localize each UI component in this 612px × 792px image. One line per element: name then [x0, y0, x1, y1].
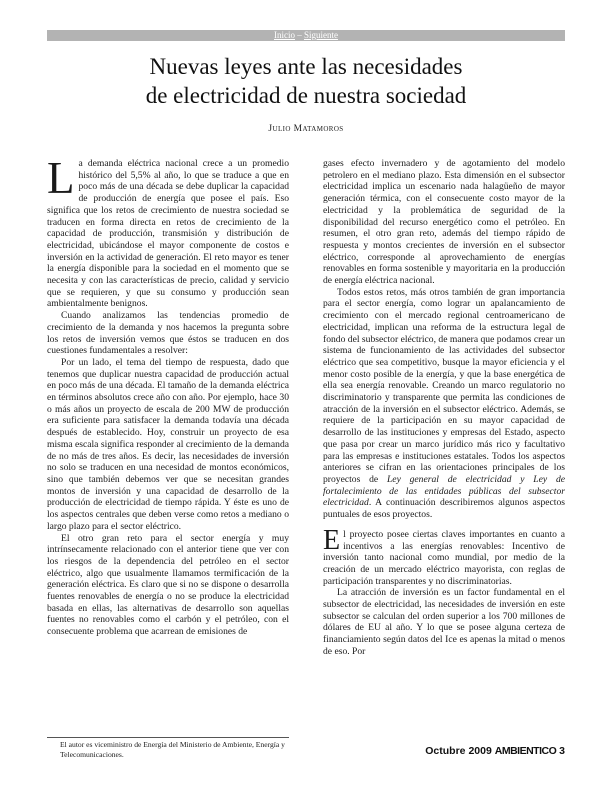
- title-line-2: de electricidad de nuestra sociedad: [145, 83, 467, 108]
- paragraph-text: Todos estos retos, más otros también de gran importancia para el sector energía, como lograr un apalancamiento de crecimiento con el mercado regional centroamericano de electricidad, implican una reforma de la estructura legal de fondo del subsector eléctrico, de manera que podamos crear un sistema de funcionamiento de las actividades del subsector eléctrico que sea competitivo, busque la mayor eficiencia y el menor costo posible de la energía, y que la base energética de ella sea energía renovable. Creando un marco regulatorio no discriminatorio y transparente que permita las condiciones de atracción de la inversión en el subsector eléctrico. Además, se requiere de la participación en su mayor capacidad de desarrollo de las instituciones y empresas del Estado, aspecto que pasa por crear un marco jurídico más rico y facultativo para las empresas e instituciones estatales. Todos los aspectos anteriores se cifran en las orientaciones principales de los proyectos de: [323, 286, 565, 485]
- issue-date: Octubre 2009: [425, 745, 492, 757]
- paragraph-text: . A continuación describiremos algunos aspectos puntuales de esos proyectos.: [323, 497, 565, 521]
- footnote-rule: [47, 737, 289, 738]
- nav-separator: –: [295, 30, 304, 40]
- top-navigation-bar: [47, 30, 565, 41]
- paragraph: [323, 287, 565, 521]
- paragraph: [47, 153, 289, 310]
- paragraph: La atracción de inversión es un factor fundamental en el subsector de electricidad, las necesidades de inversión en este subsector se calculan del orden superior a los 700 millones de dólares de EU al año. Y lo que se posee alguna certeza de financiamiento según datos del Ice es apenas la mitad o menos de eso. Por: [323, 587, 565, 657]
- home-link[interactable]: Inicio: [274, 30, 295, 40]
- page-number: 3: [559, 745, 565, 757]
- paragraph: El otro gran reto para el sector energía y muy intrínsecamente relacionado con el anterior tiene que ver con los riesgos de la dependencia del petróleo en el sector eléctrico, algo que usualmente llamamos termificación de la generación eléctrica. Es claro que si no se dispone o desarrolla fuentes renovables de energía o no se produce la electricidad basada en ellas, las alternativas de desarrollo son aquellas fuentes no renovables como el carbón y el petróleo, con el consecuente problema que acarrean de emisiones de: [47, 532, 289, 638]
- author-footnote: El autor es viceministro de Energía del Ministerio de Ambiente, Energía y Telecomunicaciones.: [60, 740, 285, 759]
- author-name: Julio Matamoros: [268, 124, 344, 134]
- magazine-name: AMBIENTICO: [494, 745, 557, 757]
- paragraph: gases efecto invernadero y de agotamiento del modelo petrolero en el mediano plazo. Esta dimensión en el subsector electricidad implica un escenario nada halagüeño de mayor generación térmica, con el consecuente costo mayor de la electricidad y la problemática de seguridad de la disponibilidad del recurso energético como el petróleo. En resumen, el otro gran reto, además del tiempo rápido de respuesta y montos crecientes de inversión en el subsector eléctrico, corresponde al aprovechamiento de energías renovables en forma sostenible y mayoritaria en la producción de energía eléctrica nacional.: [323, 158, 565, 287]
- right-column: [323, 158, 565, 658]
- page-footer: [425, 745, 565, 757]
- paragraph: [323, 524, 565, 588]
- paragraph: Por un lado, el tema del tiempo de respuesta, dado que tenemos que duplicar nuestra capacidad de producción actual en poco más de una década. El tamaño de la demanda eléctrica en términos absolutos crece año con año. Por ejemplo, hace 30 o más años un proyecto de escala de 200 MW de producción era suficiente para satisfacer la demanda todavía una década después de establecido. Hoy, construir un proyecto de esa misma escala significa responder al crecimiento de la demanda de no más de tres años. Es decir, las necesidades de inversión no solo se traducen en una necesidad de montos económicos, sino que también debemos ver que se necesitan grandes montos de inversión y una capacidad de desarrollo de la producción de electricidad de tiempo rápida. Y éste es uno de los aspectos centrales que deben verse como retos a mediano o largo plazo para el sector eléctrico.: [47, 356, 289, 532]
- title-line-1: Nuevas leyes ante las necesidades: [149, 54, 463, 79]
- drop-cap: E: [323, 524, 341, 556]
- drop-cap: L: [47, 153, 75, 203]
- next-link[interactable]: Siguiente: [304, 30, 338, 40]
- article-title: [60, 52, 552, 110]
- paragraph-text: a demanda eléctrica nacional crece a un promedio histórico del 5,5% al año, lo que se traduce a que en poco más de una década se debe duplicar la capacidad de producción de energía que posee el país. Eso significa que los retos de crecimiento de nuestra sociedad se traducen en forma directa en retos de crecimiento de la capacidad de producción, transmisión y distribución de electricidad, ubicándose el mayor componente de costos e inversión en la actividad de generación. El reto mayor es tener la energía disponible para la sociedad en el momento que se necesita y con las características de precio, calidad y servicio que se requieren, y que su consumo y producción sean ambientalmente benignos.: [47, 158, 289, 310]
- paragraph-text: l proyecto posee ciertas claves importantes en cuanto a incentivos a las energías renovables: Incentivo de inversión tanto nacional como mundial, por medio de la creación de un mercado eléctrico mayorista, con reglas de participación transparentes y no discriminatorias.: [323, 528, 565, 587]
- left-column: [47, 153, 289, 638]
- law-titles: Ley general de electricidad y Ley de fortalecimiento de las entidades públicas del subsector electricidad: [323, 473, 565, 509]
- paragraph: Cuando analizamos las tendencias promedio de crecimiento de la demanda y nos hacemos la pregunta sobre los retos de inversión vemos que éstos se traducen en dos cuestiones fundamentales a resolver:: [47, 310, 289, 357]
